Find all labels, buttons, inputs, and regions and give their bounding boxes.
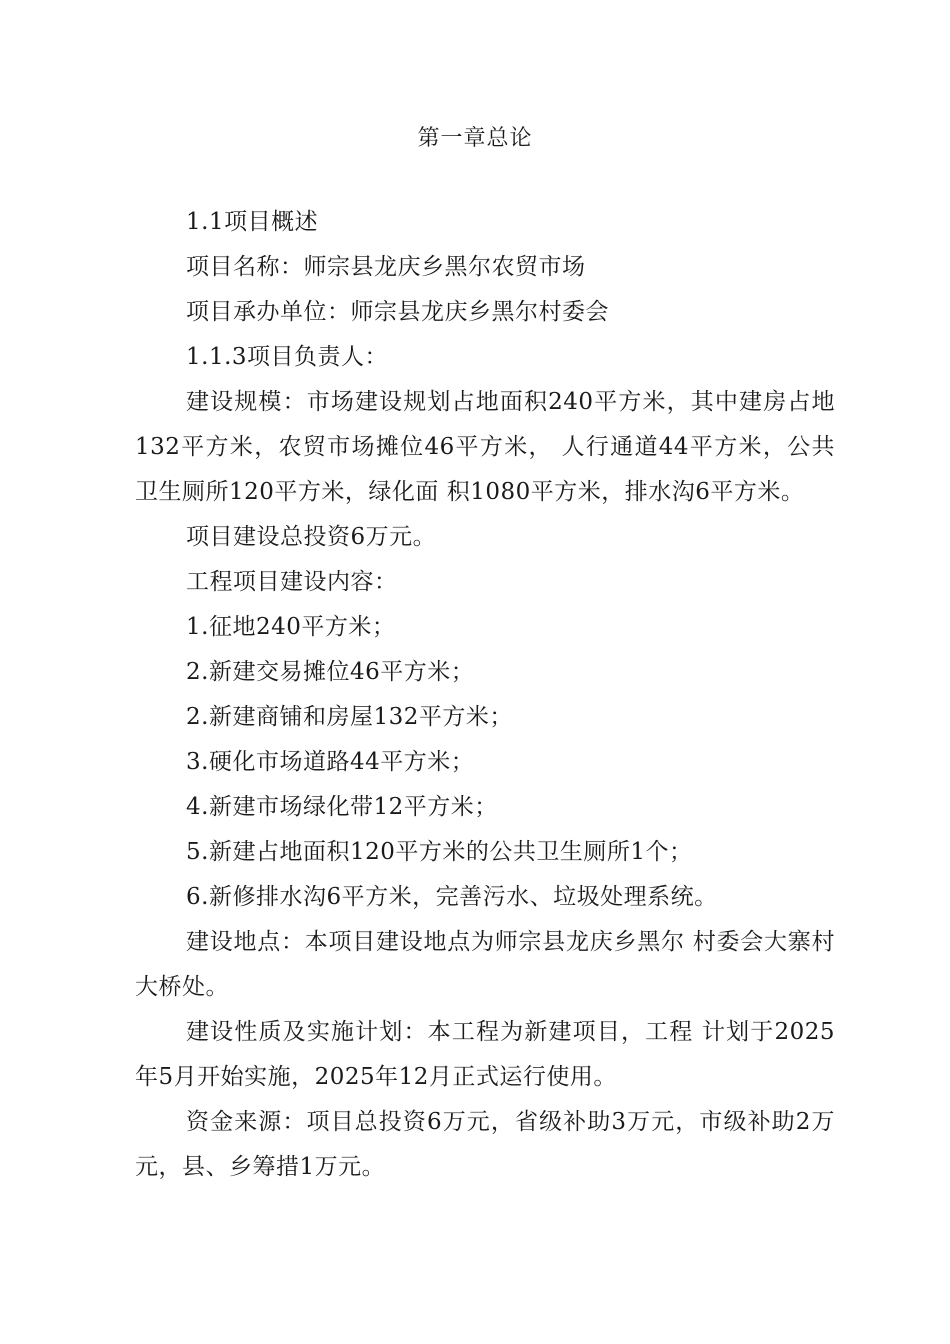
project-name: 项目名称：师宗县龙庆乡黑尔农贸市场	[186, 254, 586, 280]
section-heading: 1.1项目概述	[186, 209, 319, 235]
content-item: 2.新建交易摊位46平方米；	[186, 659, 475, 685]
content-item: 2.新建商铺和房屋132平方米；	[186, 704, 513, 730]
content-item: 6.新修排水沟6平方米，完善污水、垃圾处理系统。	[186, 884, 718, 910]
project-leader: 1.1.3项目负责人：	[186, 344, 389, 370]
construction-scale: 建设规模：市场建设规划占地面积240平方米，其中建房占地132平方米，农贸市场摊位46平方米， 人行通道44平方米，公共卫生厕所120平方米，绿化面 积1080平方米，排水沟6平方米。	[135, 389, 835, 505]
construction-plan: 建设性质及实施计划：本工程为新建项目，工程 计划于2025年5月开始实施，2025年12月正式运行使用。	[135, 1019, 835, 1090]
total-investment: 项目建设总投资6万元。	[186, 524, 437, 550]
construction-location: 建设地点：本项目建设地点为师宗县龙庆乡黑尔 村委会大寨村大桥处。	[135, 929, 835, 1000]
content-item: 4.新建市场绿化带12平方米；	[186, 794, 498, 820]
project-organizer: 项目承办单位：师宗县龙庆乡黑尔村委会	[186, 299, 609, 325]
chapter-title: 第一章总论	[417, 126, 533, 151]
content-item: 1.征地240平方米；	[186, 614, 396, 640]
content-item: 5.新建占地面积120平方米的公共卫生厕所1个；	[186, 839, 693, 865]
content-heading: 工程项目建设内容：	[186, 569, 398, 595]
content-item: 3.硬化市场道路44平方米；	[186, 749, 475, 775]
document-body	[135, 200, 835, 1190]
funding-source: 资金来源：项目总投资6万元，省级补助3万元，市级补助2万元，县、乡筹措1万元。	[135, 1109, 835, 1180]
